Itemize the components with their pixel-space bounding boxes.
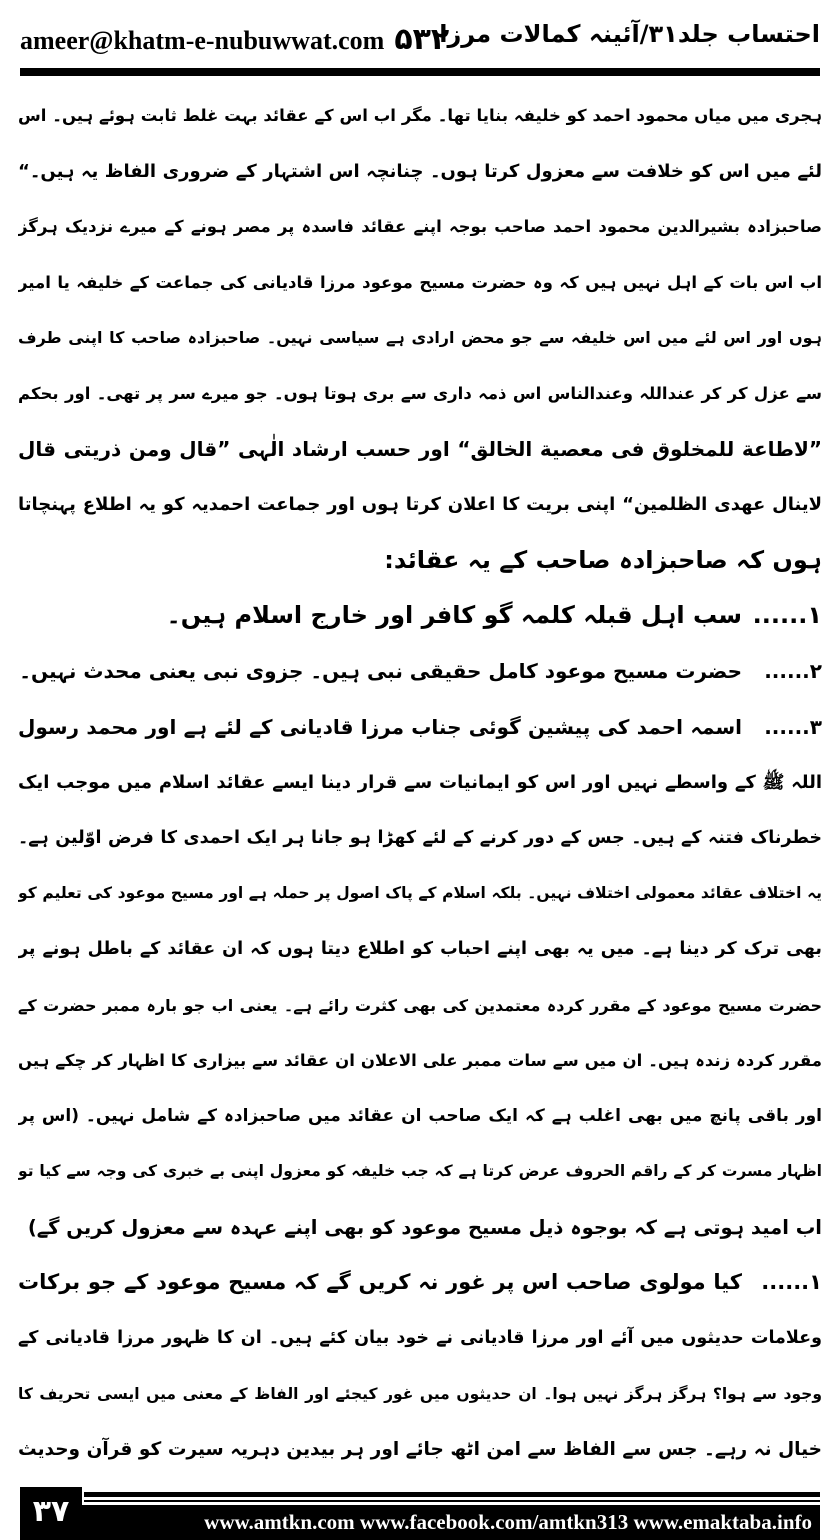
page-header <box>20 18 820 62</box>
list-text: اسمہ احمد کی پیشین گوئی جناب مرزا قادیانی کے لئے ہے اور محمد رسول <box>18 714 742 739</box>
list-item <box>18 644 822 700</box>
text-line: لاینال عهدی الظلمین“ اپنی بریت کا اعلان کرتا ہوں اور جماعت احمدیہ کو یہ اطلاع پہنچاتا <box>18 494 822 516</box>
text-line: وجود سے ہوا؟ ہرگز ہرگز نہیں ہوا۔ ان حدیثوں میں غور کیجئے اور الفاظ کے معنی میں ایسی تحریف کا <box>18 1384 822 1403</box>
list-text: سب اہل قبلہ کلمہ گو کافر اور خارج اسلام ہیں۔ <box>166 601 742 630</box>
text-line: ”لاطاعة للمخلوق فی معصية الخالق“ اور حسب ارشاد الٰہی ”قال ومن ذریتی قال <box>18 436 822 461</box>
text-line: لئے میں اس کو خلافت سے معزول کرتا ہوں۔ چنانچہ اس اشتہار کے ضروری الفاظ یہ ہیں۔“ <box>18 160 822 182</box>
text-line: یہ اختلاف عقائد معمولی اختلاف نہیں۔ بلکہ اسلام کے پاک اصول پر حملہ ہے اور مسیح موعود کی تعلیم کو <box>18 884 822 903</box>
text-line: اللہ ﷺ کے واسطے نہیں اور اس کو ایمانیات سے قرار دینا ایسے عقائد اسلام میں موجب ایک <box>18 772 822 794</box>
text-line: مقرر کردہ زندہ ہیں۔ ان میں سے سات ممبر علی الاعلان ان عقائد سے بیزاری کا اظہار کر چکے ہیں <box>18 1051 822 1071</box>
list-text: کیا مولوی صاحب اس پر غور نہ کریں گے کہ مسیح موعود کے جو برکات <box>18 1270 742 1295</box>
text-line: بھی ترک کر دینا ہے۔ میں یہ بھی اپنے احباب کو اطلاع دیتا ہوں کہ ان عقائد کے باطل ہونے پر <box>18 938 822 959</box>
text-line: سے عزل کر کر عنداللہ وعندالناس اس ذمہ داری سے بری ہوتا ہوں۔ جو میرے سر پر تھی۔ اور بحکم <box>18 383 822 403</box>
header-page-number: ۵۳۲ <box>394 22 450 57</box>
text-line: خیال نہ رہے۔ جس سے الفاظ سے امن اٹھ جائے اور ہر بیدین دہریہ سیرت کو قرآن وحدیث <box>18 1439 822 1461</box>
header-book-title: احتساب جلد۳۱/آئینہ کمالات مرزا <box>439 20 820 48</box>
text-line: صاحبزادہ بشیرالدین محمود احمد صاحب بوجہ اپنے عقائد فاسدہ پر مصر ہونے کے میرے نزدیک ہرگز <box>18 217 822 237</box>
list-item <box>18 588 822 644</box>
text-line: اب امید ہوتی ہے کہ بوجوہ ذیل مسیح موعود کو بھی اپنے عہدہ سے معزول کریں گے) <box>27 1215 822 1239</box>
text-line: خطرناک فتنہ کے ہیں۔ جس کے دور کرنے کے لئے کھڑا ہو جانا ہر ایک احمدی کا فرض اوّلین ہے۔ <box>18 827 822 848</box>
list-number: ۳...... <box>764 714 822 739</box>
footer-rule <box>84 1500 820 1502</box>
text-line: اور باقی پانچ میں بھی اغلب ہے کہ ایک صاحب ان عقائد میں صاحبزادہ کے شامل نہیں۔ (اس پر <box>18 1105 822 1126</box>
page-body <box>18 88 822 1478</box>
header-rule <box>20 68 820 76</box>
header-email: ameer@khatm-e-nubuwwat.com <box>20 26 385 55</box>
text-line: اظہار مسرت کر کے راقم الحروف عرض کرتا ہے کہ جب خلیفہ کو معزول اپنی بے خبری کی وجہ سے کیا تو <box>18 1162 822 1181</box>
list-text: حضرت مسیح موعود کامل حقیقی نبی ہیں۔ جزوی نبی یعنی محدث نہیں۔ <box>19 658 742 683</box>
header-left <box>20 22 449 57</box>
footer-urls: www.amtkn.com www.facebook.com/amtkn313 www.emaktaba.info <box>82 1505 820 1540</box>
footer-rule <box>84 1492 820 1497</box>
list-number: ۱...... <box>761 1270 822 1295</box>
text-line: اب اس بات کے اہل نہیں ہیں کہ وہ حضرت مسیح موعود مرزا قادیانی کی جماعت کے خلیفہ یا امیر <box>18 272 822 292</box>
text-line: ہجری میں میاں محمود احمد کو خلیفہ بنایا تھا۔ مگر اب اس کے عقائد بہت غلط ثابت ہوئے ہیں۔ اس <box>18 106 822 125</box>
list-number: ۱...... <box>752 601 822 630</box>
footer-page-number: ۳۷ <box>20 1487 82 1540</box>
list-number: ۲...... <box>764 658 822 683</box>
text-line: حضرت مسیح موعود کے مقرر کردہ معتمدین کی بھی کثرت رائے ہے۔ یعنی اب جو بارہ ممبر حضرت کے <box>18 995 822 1015</box>
list-item <box>18 700 822 756</box>
text-line: ہوں کہ صاحبزادہ صاحب کے یہ عقائد: <box>384 545 822 574</box>
text-line: وعلامات حدیثوں میں آئے اور مرزا قادیانی نے خود بیان کئے ہیں۔ ان کا ظہور مرزا قادیانی کے <box>18 1328 822 1349</box>
list-item <box>18 1255 822 1311</box>
text-line: ہوں اور اس لئے میں اس خلیفہ سے جو محض ارادی ہے سیاسی نہیں۔ صاحبزادہ صاحب کا اپنی طرف <box>18 328 822 348</box>
